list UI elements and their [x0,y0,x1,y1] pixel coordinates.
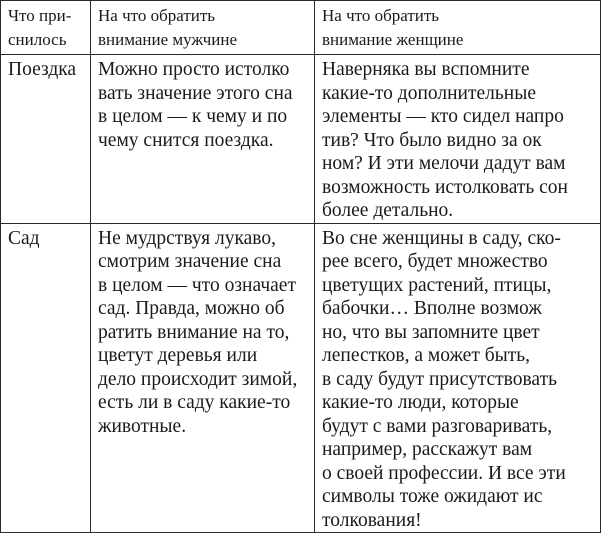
cell-dream [1,55,91,224]
man-advice: Можно просто истолко вать значение этого сна в целом — к чему и по чему снится поездка. [98,59,293,151]
woman-advice: Во сне женщины в саду, ско- рее всего, будет множество цветущих растений, птицы, бабочки… Вполне возмож но, что вы запомните цвет лепестков, а может быть, в саду будут присутствовать какие-то люди, которые будут с вами разговаривать, например, расскажут вам о своей профессии. И все эти символы тоже ожидают ис толкования! [322,227,566,531]
header-man-text: На что обратить внимание мужчине [98,6,238,49]
man-advice: Не мудрствуя лукаво, смотрим значение сна в целом — что означает сад. Правда, можно об ратить внимание на то, цветут деревья или дело происходит зимой, есть ли в саду какие-то животные. [98,227,298,437]
header-cell-dream [1,1,91,55]
header-cell-man [91,1,315,55]
woman-advice: Наверняка вы вспомните какие-то дополнительные элементы — кто сидел напро тив? Что было видно за ок ном? И эти мелочи дадут вам возможность истолковать сон более детально. [322,59,568,221]
header-cell-woman [315,1,601,55]
cell-man [91,223,315,533]
cell-woman [315,223,601,533]
cell-woman [315,55,601,224]
table-row [1,55,601,224]
header-woman-text: На что обратить внимание женщине [322,6,464,49]
table-row [1,223,601,533]
cell-man [91,55,315,224]
cell-dream [1,223,91,533]
header-dream-text: Что при- снилось [8,6,72,49]
dream-label: Поездка [8,59,77,80]
dream-label: Сад [8,227,40,249]
table-header-row [1,1,601,55]
